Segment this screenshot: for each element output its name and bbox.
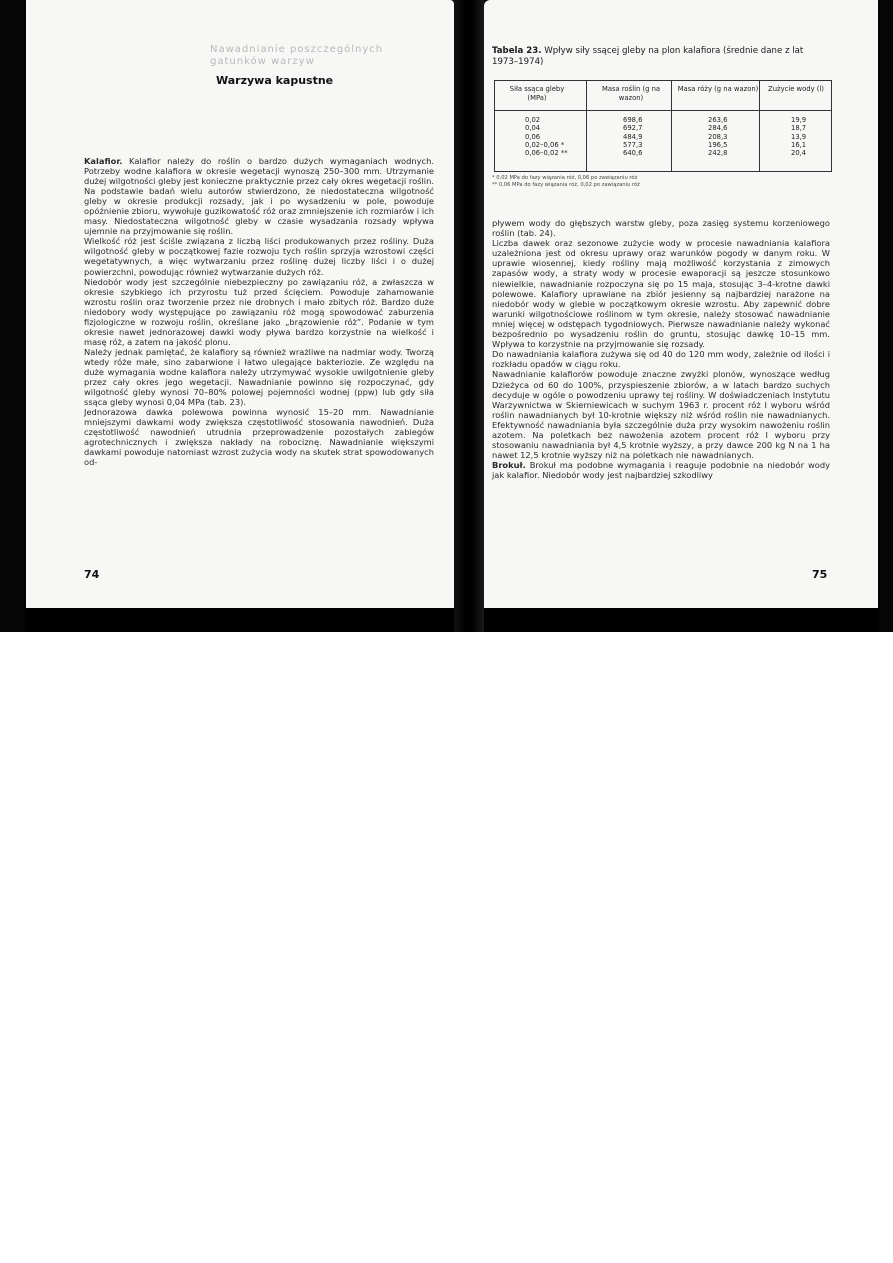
table-cell: 692,7	[623, 124, 643, 133]
table-header-cell: Siła ssąca gleby (MPa)	[509, 85, 565, 102]
table-cell: 196,5	[708, 140, 728, 149]
paragraph	[84, 347, 434, 407]
table-column-suction	[525, 116, 568, 157]
page-number-right: 75	[812, 568, 828, 581]
table-cell: 0,06–0,02 **	[525, 149, 568, 158]
scan-edge-right	[878, 0, 893, 632]
table-header-cell: Masa roślin (g na wazon)	[601, 85, 661, 102]
table-caption	[492, 46, 832, 68]
paragraph-text: Nawadnianie kalafiorów powoduje znaczne zwyżki plonów, wynoszące według Dzieżyca od 60 do 100%, przyspieszenie zbiorów, a w latach bardzo suchych decyduje w ogóle o powodzeniu uprawy tej rośliny. W doświadczeniach Instytutu Warzywnictwa w Skierniewicach w suchym 1963 r. procent róż I wyboru wśród roślin nawadnianych był 10-krotnie większy niż wśród roślin nie nawadnianych. Efektywność nawadniania była szczególnie duża przy wysokim nawożeniu roślin azotem. Na poletkach bez nawożenia azotem procent róż I wyboru przy stosowaniu nawadniania był 4,5 krotnie wyższy, a przy dawce 200 kg N na 1 ha nawet 12,5 krotnie wyższy niż na poletkach nie nawadnianych.	[492, 369, 830, 461]
table-cell: 0,02–0,06 *	[525, 140, 565, 149]
paragraph-text: Liczba dawek oraz sezonowe zużycie wody w procesie nawadniania kalafiora uzależniona jest od okresu uprawy oraz warunków pogody w danym roku. W uprawie wiosennej, kiedy rośliny mają możliwość korzystania z zimowych zapasów wody, a straty wody w procesie ewaporacji są jeszcze stosunkowo niewielkie, nawadnianie rozpoczyna się po 15 maja, stosując 3–4-krotne dawki polewowe. Kalafiory uprawiane na zbiór jesienny są najbardziej narażone na niedobór wody w glebie w początkowym okresie wzrostu. Aby zapewnić dobre warunki wilgotnościowe roślinom w tym okresie, należy stosować nawadnianie mniej więcej w odstępach tygodniowych. Pierwsze nawadnianie należy wykonać bezpośrednio po wysadzeniu roślin do gruntu, stosując dawkę 10–15 mm. Wpływa to korzystnie na przyjmowanie się rozsady.	[492, 238, 830, 350]
table-cell: 640,6	[623, 149, 643, 158]
table-cell: 484,9	[623, 132, 643, 141]
table-header-row	[495, 81, 831, 111]
paragraph-text: Do nawadniania kalafiora zużywa się od 40 do 120 mm wody, zależnie od ilości i rozkładu opadów w ciągu roku.	[492, 349, 830, 370]
table-column-water	[791, 116, 806, 157]
paragraph-text: Wielkość róż jest ściśle związana z liczbą liści produkowanych przez rośliny. Duża wilgotność gleby w początkowej fazie rozwoju tych roślin sprzyja wzrostowi części wegetatywnych, a więc wytwarzaniu przez roślinę dużej liczby liści i o dużej powierzchni, powodując również wytwarzanie dużych róż.	[84, 236, 434, 277]
paragraph	[492, 349, 830, 369]
paragraph-lead: Brokuł.	[492, 460, 526, 471]
table-header-cell: Masa róży (g na wazon)	[677, 85, 759, 93]
paragraph	[84, 277, 434, 347]
right-text-column	[492, 218, 830, 480]
running-header: Nawadnianie poszczególnych gatunków warzyw	[210, 44, 384, 67]
table-cell: 208,3	[708, 132, 728, 141]
section-title: Warzywa kapustne	[216, 74, 334, 87]
footnote: ** 0,06 MPa do fazy wiązania róż, 0,02 po zawiązaniu róż	[492, 181, 640, 188]
table-caption-text: Wpływ siły ssącej gleby na plon kalafiora (średnie dane z lat 1973–1974)	[492, 46, 804, 67]
paragraph-text: Należy jednak pamiętać, że kalafiory są również wrażliwe na nadmiar wody. Tworzą wtedy róże małe, sino zabarwione i łatwo ulegające bakteriozie. Ze względu na duże wymagania wodne kalafiora należy utrzymywać wysokie uwilgotnienie gleby przez cały okres jego wegetacji. Nawadnianie powinno się rozpoczynać, gdy wilgotność gleby wynosi 70–80% polowej pojemności wodnej (ppw) lub gdy siła ssąca gleby wynosi 0,04 MPa (tab. 23).	[84, 346, 434, 408]
paragraph-lead: Kalafior.	[84, 156, 123, 166]
scan-edge-left	[0, 0, 26, 632]
page-number-left: 74	[84, 568, 100, 581]
left-text-column	[84, 156, 434, 467]
table-cell: 19,9	[791, 116, 807, 124]
paragraph-text: pływem wody do głębszych warstw gleby, poza zasięg systemu korzeniowego roślin (tab. 24).	[492, 218, 830, 239]
paragraph	[492, 218, 830, 238]
table-footnotes	[492, 175, 822, 188]
table-cell: 263,6	[708, 116, 728, 124]
paragraph-text: Jednorazowa dawka polewowa powinna wynosić 15–20 mm. Nawadnianie mniejszymi dawkami wody zwiększa częstotliwość stosowania nawodnień. Duża częstotliwość nawodnień utrudnia przeprowadzenie pozostałych zabiegów agrotechnicznych i zwiększa nakłady na robociznę. Nawadnianie większymi dawkami powoduje natomiast wzrost zużycia wody na skutek strat spowodowanych od-	[84, 407, 434, 468]
paragraph	[84, 156, 434, 236]
paragraph	[84, 407, 434, 467]
table-cell: 0,04	[525, 124, 541, 133]
table-cell: 698,6	[623, 116, 643, 124]
table-column-plant-mass	[623, 116, 642, 157]
table-cell: 16,1	[791, 140, 807, 149]
table-cell: 0,02	[525, 116, 541, 124]
table-divider	[671, 81, 672, 171]
data-table	[494, 80, 832, 172]
table-divider	[759, 81, 760, 171]
paragraph-text: Brokuł ma podobne wymagania i reaguje podobnie na niedobór wody jak kalafior. Niedobór wody jest najbardziej szkodliwy	[492, 460, 830, 481]
paragraph-text: Kalafior należy do roślin o bardzo dużych wymaganiach wodnych. Potrzeby wodne kalafiora w okresie wegetacji wynoszą 250–300 mm. Utrzymanie dużej wilgotności gleby jest konieczne praktycznie przez cały okres wegetacji roślin. Na podstawie badań wielu autorów stwierdzono, że niedostateczna wilgotność gleby w okresie produkcji rozsady, jak i po wysadzeniu w pole, powoduje opóźnienie zbioru, wywołuje guzikowatość róż oraz zmniejszenie ich rozmiarów i ich masy. Niedostateczna wilgotność gleby w czasie wysadzania rozsady wpływa ujemnie na przyjmowanie się roślin.	[84, 156, 434, 237]
paragraph	[492, 238, 830, 349]
footnote: * 0,02 MPa do fazy wiązania róż, 0,06 po zawiązaniu róż	[492, 175, 638, 181]
paragraph	[84, 236, 434, 276]
table-cell: 0,06	[525, 132, 541, 141]
table-cell: 20,4	[791, 149, 807, 158]
table-header-cell: Zużycie wody (l)	[768, 85, 824, 93]
paragraph	[492, 369, 830, 460]
table-cell: 18,7	[791, 124, 807, 133]
table-caption-label: Tabela 23.	[492, 46, 542, 56]
book-gutter	[454, 0, 484, 632]
table-cell: 13,9	[791, 132, 807, 141]
table-cell: 577,3	[623, 140, 643, 149]
table-cell: 242,8	[708, 149, 728, 158]
paragraph	[492, 460, 830, 480]
paragraph-text: Niedobór wody jest szczególnie niebezpieczny po zawiązaniu róż, a zwłaszcza w okresie szybkiego ich przyrostu tuż przed ścięciem. Powoduje zahamowanie wzrostu roślin oraz tworzenie przez nie drobnych i mało zbitych róż. Bardzo duże niedobory wody występujące po zawiązaniu róż mogą spowodować zaburzenia fizjologiczne w rozwoju roślin, określane jako „brązowienie róż”. Podanie w tym okresie nawet jednorazowej dawki wody pływa bardzo korzystnie na wielkość i masę róż, a zatem na jakość plonu.	[84, 276, 434, 347]
table-column-curd-mass	[708, 116, 727, 157]
table-cell: 284,6	[708, 124, 728, 133]
table-divider	[586, 81, 587, 171]
